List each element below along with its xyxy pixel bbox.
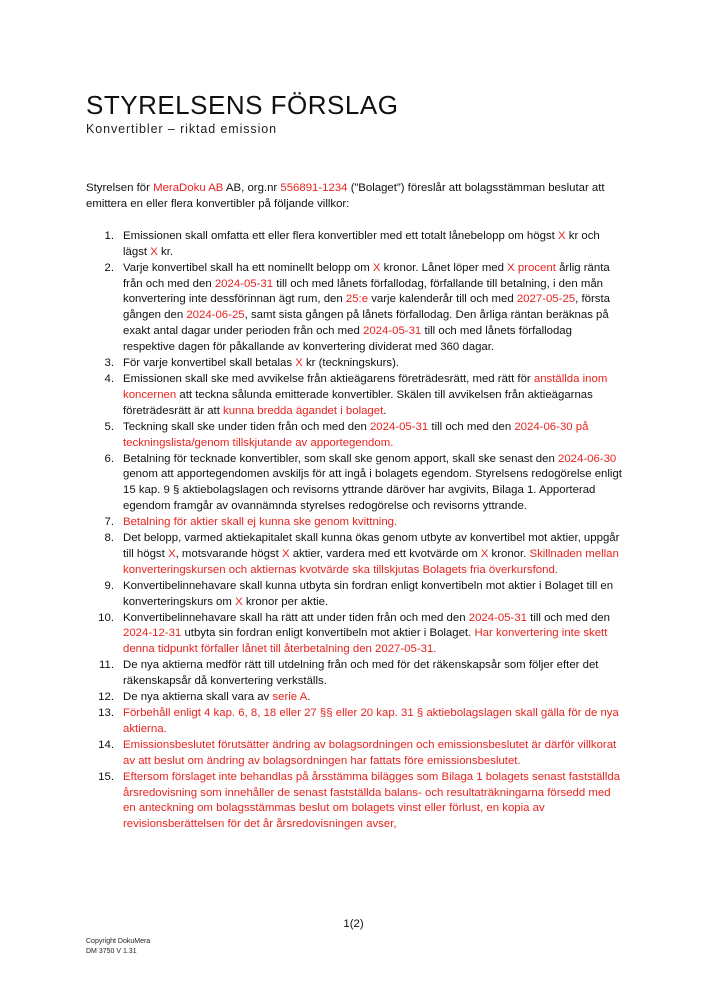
text-segment: De nya aktierna skall vara av [123, 691, 273, 704]
list-item [86, 515, 626, 531]
list-item [86, 261, 626, 356]
text-segment: kr (teckningskurs). [302, 357, 400, 370]
text-segment: Emissionen skall ske med avvikelse från aktieägarens företrädesrätt, med rätt för [123, 372, 534, 385]
highlighted-text: Emissionsbeslutet förutsätter ändring av bolagsordningen och emissionsbeslutet är därför villkorat av att beslut om ändring av bolagsordningen har fattats före emissionsbeslutet. [123, 738, 617, 767]
text-segment: till och med den [527, 611, 610, 624]
text-segment: genom att apportegendomen avskiljs för att ingå i bolagets egendom. Styrelsens redogörelse enligt 15 kap. 9 § aktiebolagslagen och revisorns yttrande däröver har avgivits, Bilaga 1. Apporterad egendom framgår av ovannämnda styrelses redogörelse och revisorns yttrande. [123, 468, 622, 513]
text-segment: Emissionen skall omfatta ett eller flera konvertibler med ett totalt lånebelopp om högst [123, 229, 558, 242]
highlighted-text: X [480, 547, 489, 560]
list-item-number: 7. [104, 516, 114, 529]
list-item-number: 14. [98, 738, 114, 751]
list-item [86, 229, 626, 261]
list-item-number: 3. [104, 357, 114, 370]
list-item [86, 356, 626, 372]
highlighted-text: MeraDoku AB [153, 182, 224, 194]
text-segment: AB, org.nr [223, 182, 281, 194]
list-item-number: 12. [98, 691, 114, 704]
highlighted-text: 2024-05-31 [214, 277, 274, 290]
highlighted-text: kunna bredda ägandet i bolaget [223, 404, 384, 417]
highlighted-text: Förbehåll enligt 4 kap. 6, 8, 18 eller 27 §§ eller 20 kap. 31 § aktiebolagslagen skall gälla för de nya aktierna. [123, 707, 619, 735]
text-segment: utbyta sin fordran enligt konvertibeln mot aktier i Bolaget. [181, 627, 475, 640]
text-segment: kronor per aktie. [242, 595, 329, 608]
list-item [86, 658, 626, 690]
highlighted-text: 2024-05-31 [468, 611, 528, 624]
list-item [86, 579, 626, 611]
text-segment: De nya aktierna medför rätt till utdelning från och med för det räkenskapsår som följer efter det räkenskapsår då konvertering verkställs. [123, 659, 599, 688]
text-segment: För varje konvertibel skall betalas [123, 357, 296, 370]
list-item-number: 11. [99, 659, 114, 672]
text-segment: . [383, 404, 387, 417]
highlighted-text: serie A [272, 691, 308, 704]
list-item-number: 2. [104, 261, 114, 274]
text-segment: årlig ränta från och med den [123, 261, 610, 290]
list-item-number: 13. [98, 707, 114, 719]
list-item-number: 9. [104, 579, 114, 592]
conditions-list [86, 229, 626, 833]
list-item-number: 4. [104, 372, 114, 385]
highlighted-text: Eftersom förslaget inte behandlas på årsstämma bilägges som Bilaga 1 bolagets senast fastställda årsredovisning som innehåller de senast fastställda balans- och resultaträkningarna försedd med en anteckning om bolagsstämmas beslut om bolagets vinst eller förlust, en kopia av revisionsberättelsen för det år årsredovisningen avser, [123, 770, 621, 831]
highlighted-text: X [281, 547, 290, 560]
list-item [86, 770, 626, 834]
text-segment: Varje konvertibel skall ha ett nominellt belopp om [123, 261, 373, 274]
highlighted-text: 25:e [345, 293, 369, 306]
list-item-number: 6. [104, 452, 114, 465]
text-segment: . [307, 691, 311, 704]
text-segment: , samt sista gången på lånets förfallodag. Den årliga räntan beräknas på exakt antal dagar under perioden från och med [123, 309, 609, 338]
list-item-number: 15. [98, 770, 114, 783]
highlighted-text: X procent [507, 261, 556, 274]
text-segment: , första gången den [123, 293, 610, 322]
highlighted-text: X [235, 595, 243, 608]
highlighted-text: anställda inom koncernen [123, 372, 608, 401]
text-segment: (”Bolaget”) föreslår att bolagsstämman beslutar att emittera en eller flera konvertibler på följande villkor: [86, 182, 605, 210]
text-segment: Teckning skall ske under tiden från och med den [123, 420, 370, 433]
highlighted-text: 556891-1234 [280, 182, 348, 194]
footer-version: DM 3750 V 1.31 [86, 947, 137, 955]
highlighted-text: 2027-05-25 [516, 293, 576, 306]
highlighted-text: Har konvertering inte skett denna tidpunkt förfaller lånet till återbetalning den 2027-05-31. [123, 627, 608, 656]
page-title: STYRELSENS FÖRSLAG [86, 90, 399, 120]
text-segment: kr och lägst [123, 229, 600, 258]
list-item-number: 10. [98, 611, 114, 624]
list-item [86, 531, 626, 579]
text-segment: till och med lånets förfallodag respektive dagen för påkallande av konvertering dividerat med 360 dagar. [123, 325, 572, 354]
highlighted-text: X [372, 261, 381, 274]
list-item [86, 706, 626, 738]
highlighted-text: Betalning för aktier skall ej kunna ske genom kvittning. [123, 516, 398, 529]
list-item [86, 372, 626, 420]
list-item [86, 420, 626, 452]
text-segment: varje kalenderår till och med [368, 293, 517, 306]
text-segment: aktier, vardera med ett kvotvärde om [289, 547, 481, 560]
text-segment: Konvertibelinnehavare skall kunna utbyta sin fordran enligt konvertibeln mot aktier i Bolaget till en konverteringskurs om [123, 579, 614, 608]
text-segment: att teckna sålunda emitterade konvertibler. Skälen till avvikelsen från aktieägarnas företrädesrätt är att [123, 388, 593, 417]
footer-copyright: Copyright DokuMera [86, 938, 151, 945]
intro-paragraph [86, 181, 626, 213]
list-item-number: 1. [104, 229, 114, 242]
list-item [86, 738, 626, 770]
list-item-number: 8. [104, 532, 114, 545]
highlighted-text: Skillnaden mellan konverteringskursen och aktiernas kvotvärde ska tillskjutas Bolagets fria överkursfond. [123, 547, 619, 576]
highlighted-text: 2024-12-31 [123, 627, 182, 640]
highlighted-text: X [295, 357, 303, 370]
list-item [86, 452, 626, 516]
highlighted-text: X [557, 229, 566, 242]
text-segment: , motsvarande högst [175, 547, 282, 560]
text-segment: Betalning för tecknade konvertibler, som skall ske genom apport, skall ske senast den [123, 452, 558, 465]
text-segment: kronor. Lånet löper med [380, 261, 508, 274]
text-segment: kronor. [488, 547, 530, 560]
footer [86, 937, 150, 956]
highlighted-text: 2024-06-30 [557, 452, 617, 465]
highlighted-text: 2024-06-25 [186, 309, 245, 322]
highlighted-text: X [167, 547, 176, 560]
page-subtitle: Konvertibler – riktad emission [86, 122, 277, 136]
list-item [86, 611, 626, 659]
text-segment: till och med den [428, 420, 515, 433]
list-item [86, 690, 626, 706]
text-segment: kr. [157, 245, 174, 258]
highlighted-text: 2024-05-31 [369, 420, 429, 433]
page-number: 1(2) [343, 918, 364, 930]
document-body [86, 181, 626, 833]
text-segment: Det belopp, varmed aktiekapitalet skall kunna ökas genom utbyte av konvertibel mot aktier, uppgår till högst [123, 532, 620, 560]
highlighted-text: X [150, 245, 158, 258]
highlighted-text: 2024-05-31 [363, 325, 422, 338]
list-item-number: 5. [104, 420, 114, 433]
highlighted-text: 2024-06-30 på teckningslista/genom tillskjutande av apportegendom. [123, 420, 589, 449]
text-segment: Konvertibelinnehavare skall ha rätt att under tiden från och med den [123, 611, 469, 624]
text-segment: till och med lånets förfallodag, förfallande till betalning, i den mån konvertering inte dessförinnan ägt rum, den [123, 277, 603, 306]
text-segment: Styrelsen för [86, 182, 154, 194]
